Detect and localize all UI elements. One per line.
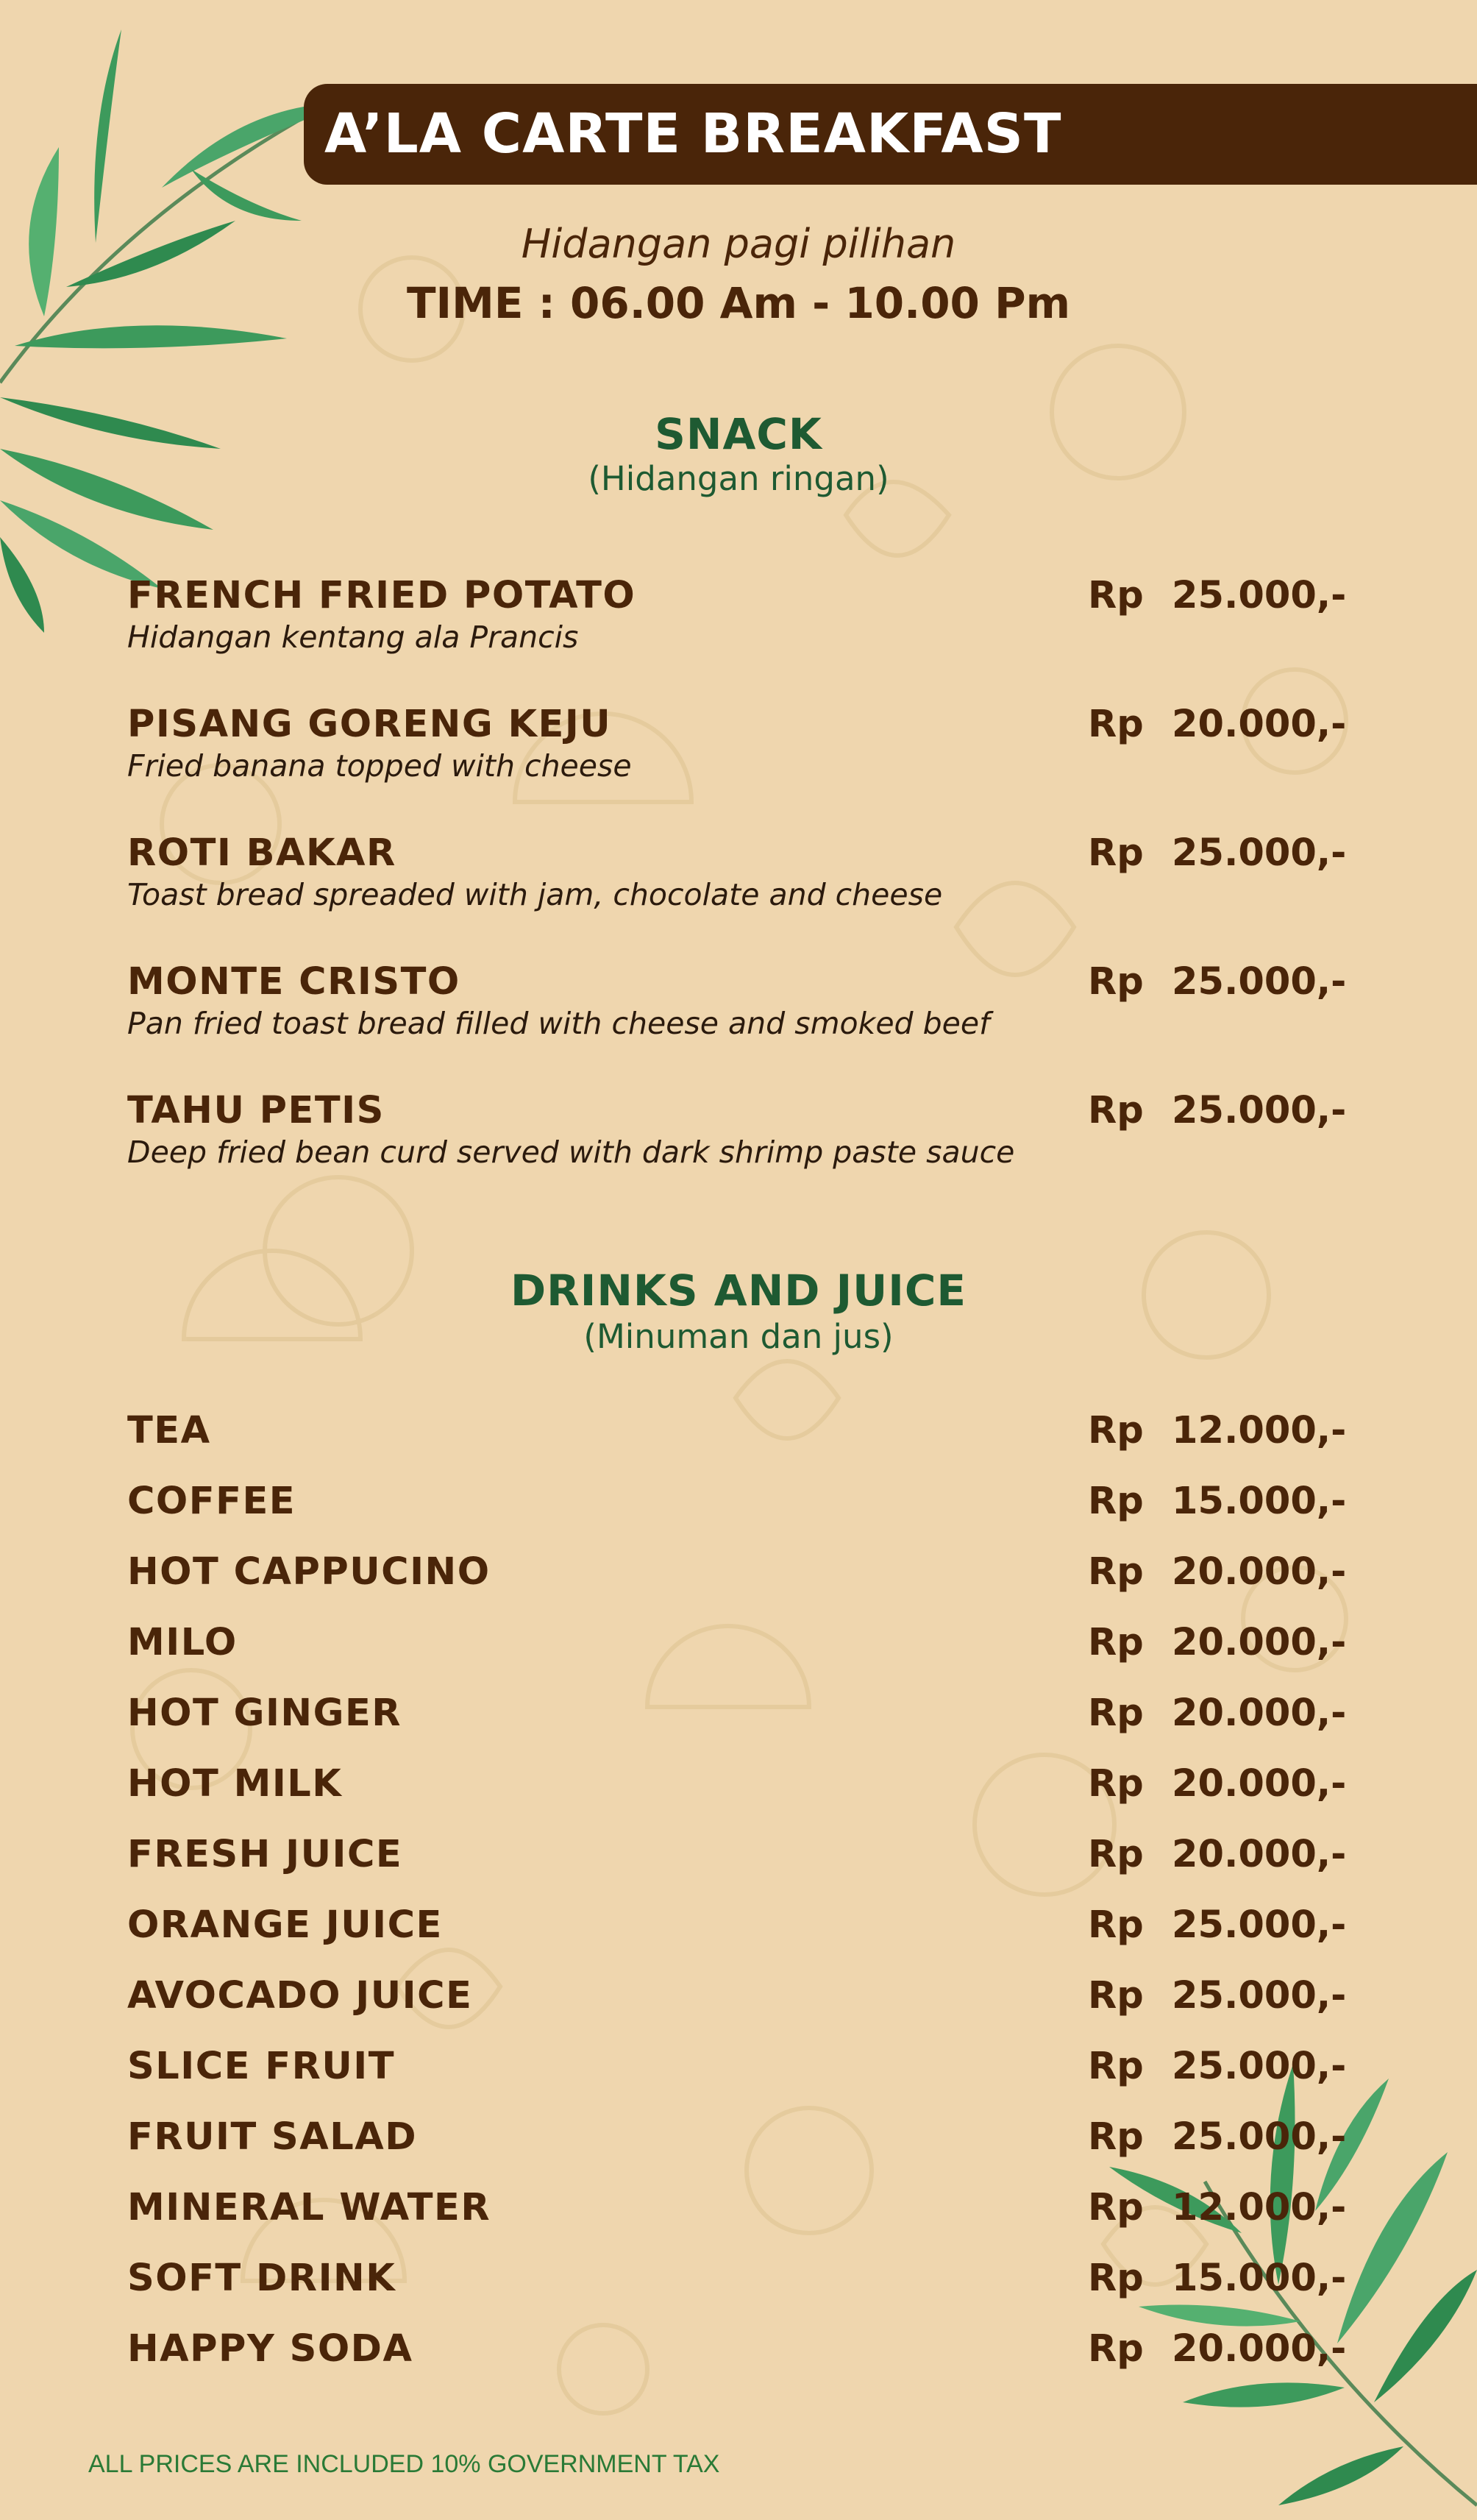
item-currency: Rp bbox=[1088, 1692, 1144, 1735]
item-price: 20.000,- bbox=[1172, 1833, 1347, 1876]
item-price: 25.000,- bbox=[1172, 831, 1347, 875]
item-price: 12.000,- bbox=[1172, 1409, 1347, 1452]
item-currency: Rp bbox=[1088, 1762, 1144, 1806]
item-currency: Rp bbox=[1088, 1089, 1144, 1132]
item-price: 15.000,- bbox=[1172, 2257, 1347, 2300]
item-price: 20.000,- bbox=[1172, 1550, 1347, 1594]
title-banner bbox=[304, 84, 1477, 185]
item-price: 25.000,- bbox=[1172, 2045, 1347, 2088]
item-currency: Rp bbox=[1088, 2327, 1144, 2371]
item-price: 25.000,- bbox=[1172, 1903, 1347, 1947]
item-description: Pan fried toast bread filled with cheese and smoked beef bbox=[127, 1006, 990, 1041]
item-currency: Rp bbox=[1088, 1621, 1144, 1664]
item-currency: Rp bbox=[1088, 831, 1144, 875]
item-name: FRESH JUICE bbox=[127, 1833, 403, 1876]
item-price: 25.000,- bbox=[1172, 1089, 1347, 1132]
item-name: SOFT DRINK bbox=[127, 2257, 396, 2300]
item-price: 15.000,- bbox=[1172, 1480, 1347, 1523]
item-price: 25.000,- bbox=[1172, 574, 1347, 617]
item-price: 20.000,- bbox=[1172, 2327, 1347, 2371]
item-currency: Rp bbox=[1088, 1974, 1144, 2017]
item-description: Fried banana topped with cheese bbox=[127, 748, 632, 784]
item-price: 20.000,- bbox=[1172, 703, 1347, 746]
section-title-snack: SNACK bbox=[655, 409, 822, 459]
item-price: 20.000,- bbox=[1172, 1762, 1347, 1806]
item-name: HOT GINGER bbox=[127, 1692, 402, 1735]
item-price: 25.000,- bbox=[1172, 960, 1347, 1004]
item-name: MINERAL WATER bbox=[127, 2186, 491, 2229]
item-currency: Rp bbox=[1088, 2115, 1144, 2159]
section-subtitle-snack: (Hidangan ringan) bbox=[588, 459, 889, 498]
item-currency: Rp bbox=[1088, 574, 1144, 617]
item-currency: Rp bbox=[1088, 1409, 1144, 1452]
item-name: SLICE FRUIT bbox=[127, 2045, 396, 2088]
item-name: TEA bbox=[127, 1409, 211, 1452]
item-currency: Rp bbox=[1088, 703, 1144, 746]
item-name: HOT MILK bbox=[127, 1762, 343, 1806]
item-description: Hidangan kentang ala Prancis bbox=[127, 620, 579, 655]
item-name: ROTI BAKAR bbox=[127, 831, 396, 875]
tax-note: ALL PRICES ARE INCLUDED 10% GOVERNMENT TAX bbox=[88, 2450, 720, 2478]
item-currency: Rp bbox=[1088, 1833, 1144, 1876]
item-name: MILO bbox=[127, 1621, 238, 1664]
item-price: 12.000,- bbox=[1172, 2186, 1347, 2229]
item-currency: Rp bbox=[1088, 2045, 1144, 2088]
item-name: HOT CAPPUCINO bbox=[127, 1550, 491, 1594]
item-name: MONTE CRISTO bbox=[127, 960, 460, 1004]
item-name: FRENCH FRIED POTATO bbox=[127, 574, 636, 617]
item-description: Deep fried bean curd served with dark shrimp paste sauce bbox=[127, 1135, 1015, 1170]
item-name: HAPPY SODA bbox=[127, 2327, 413, 2371]
item-currency: Rp bbox=[1088, 960, 1144, 1004]
item-name: TAHU PETIS bbox=[127, 1089, 385, 1132]
item-description: Toast bread spreaded with jam, chocolate and cheese bbox=[127, 877, 943, 912]
item-price: 20.000,- bbox=[1172, 1621, 1347, 1664]
item-name: PISANG GORENG KEJU bbox=[127, 703, 612, 746]
section-subtitle-drinks: (Minuman dan jus) bbox=[583, 1317, 894, 1356]
item-name: ORANGE JUICE bbox=[127, 1903, 443, 1947]
item-currency: Rp bbox=[1088, 1903, 1144, 1947]
item-price: 25.000,- bbox=[1172, 1974, 1347, 2017]
item-currency: Rp bbox=[1088, 1550, 1144, 1594]
item-currency: Rp bbox=[1088, 2257, 1144, 2300]
menu-subtitle: Hidangan pagi pilihan bbox=[521, 221, 956, 267]
item-price: 20.000,- bbox=[1172, 1692, 1347, 1735]
item-name: FRUIT SALAD bbox=[127, 2115, 418, 2159]
item-currency: Rp bbox=[1088, 2186, 1144, 2229]
item-price: 25.000,- bbox=[1172, 2115, 1347, 2159]
section-title-drinks: DRINKS AND JUICE bbox=[510, 1266, 967, 1316]
item-name: AVOCADO JUICE bbox=[127, 1974, 473, 2017]
service-time: TIME : 06.00 Am - 10.00 Pm bbox=[406, 278, 1071, 328]
item-name: COFFEE bbox=[127, 1480, 296, 1523]
item-currency: Rp bbox=[1088, 1480, 1144, 1523]
menu-title: A’LA CARTE BREAKFAST bbox=[324, 102, 1062, 166]
